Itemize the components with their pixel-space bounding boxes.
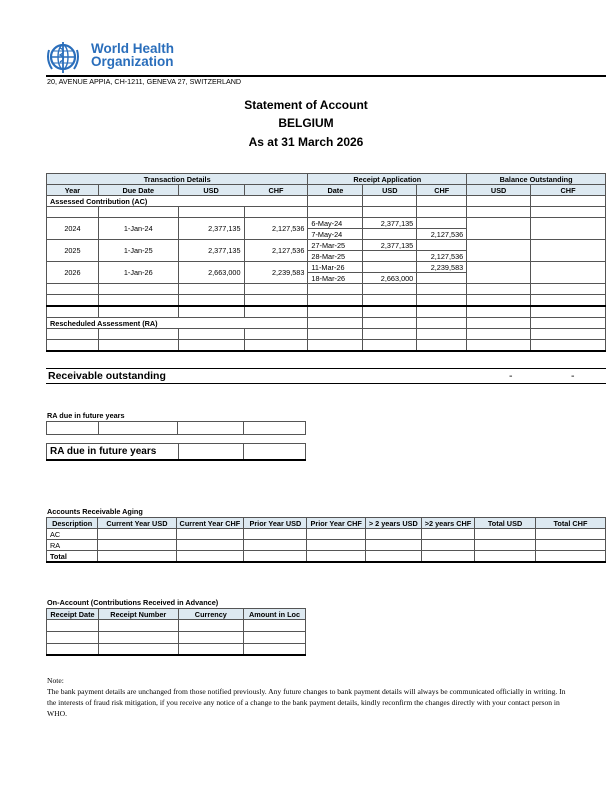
ra-future-small-label: RA due in future years xyxy=(47,411,125,420)
aging-col-prior-usd: Prior Year USD xyxy=(244,518,307,529)
receivable-outstanding-label: Receivable outstanding xyxy=(48,370,166,382)
row-chf: 2,127,536 xyxy=(244,240,308,262)
row-due-date: 1-Jan-25 xyxy=(98,240,178,262)
receivable-chf: - xyxy=(571,370,575,382)
receipt-date: 28-Mar-25 xyxy=(308,251,363,262)
col-year: Year xyxy=(47,185,99,196)
aging-col-2y-chf: >2 years CHF xyxy=(421,518,474,529)
receivable-outstanding-row xyxy=(46,368,606,384)
on-account-col-receipt-number: Receipt Number xyxy=(98,609,178,620)
table-row xyxy=(47,551,606,563)
col-due-date: Due Date xyxy=(98,185,178,196)
note-text: The bank payment details are unchanged from those notified previously. Any future changes to bank payment details will always be communicated officially in writing. In the interests of fraud risk mitigation, if you receive any notice of a change to the bank payment details, kindly reconfirm the changes directly with your contact person in WHO. xyxy=(47,687,566,718)
section-rescheduled-assessment: Rescheduled Assessment (RA) xyxy=(47,318,308,329)
col-receipt-usd: USD xyxy=(363,185,417,196)
note-label: Note: xyxy=(47,676,64,685)
statement-date: As at 31 March 2026 xyxy=(248,135,364,149)
aging-col-current-chf: Current Year CHF xyxy=(176,518,244,529)
aging-table xyxy=(46,517,606,563)
group-receipt-application: Receipt Application xyxy=(308,174,467,185)
aging-col-description: Description xyxy=(47,518,98,529)
on-account-col-receipt-date: Receipt Date xyxy=(47,609,99,620)
row-chf: 2,127,536 xyxy=(244,218,308,240)
receipt-chf: 2,127,536 xyxy=(417,251,467,262)
group-transaction-details: Transaction Details xyxy=(47,174,308,185)
group-balance-outstanding: Balance Outstanding xyxy=(467,174,606,185)
who-emblem-icon xyxy=(46,40,88,74)
aging-row-label: AC xyxy=(47,529,98,540)
org-name-line1: World Health xyxy=(91,41,175,56)
ra-future-big-label: RA due in future years xyxy=(47,444,179,461)
on-account-col-amount: Amount in Loc xyxy=(244,609,306,620)
receipt-chf xyxy=(417,240,467,251)
col-receipt-chf: CHF xyxy=(417,185,467,196)
receipt-chf xyxy=(417,218,467,229)
country-name: BELGIUM xyxy=(278,116,334,130)
receipt-chf: 2,239,583 xyxy=(417,262,467,273)
receipt-usd xyxy=(363,251,417,262)
statement-table xyxy=(46,173,606,352)
on-account-title: On-Account (Contributions Received in Advance) xyxy=(47,598,219,607)
aging-col-total-usd: Total USD xyxy=(475,518,536,529)
table-row xyxy=(47,540,606,551)
ra-future-table xyxy=(46,421,306,435)
org-name-line2: Organization xyxy=(91,54,174,69)
aging-col-2y-usd: > 2 years USD xyxy=(365,518,421,529)
on-account-table xyxy=(46,608,306,656)
receipt-date: 18-Mar-26 xyxy=(308,273,363,284)
row-due-date: 1-Jan-26 xyxy=(98,262,178,284)
org-name xyxy=(91,42,174,68)
receipt-chf: 2,127,536 xyxy=(417,229,467,240)
table-row xyxy=(47,240,606,251)
col-receipt-date: Date xyxy=(308,185,363,196)
row-due-date: 1-Jan-24 xyxy=(98,218,178,240)
col-chf: CHF xyxy=(244,185,308,196)
aging-col-total-chf: Total CHF xyxy=(535,518,605,529)
col-usd: USD xyxy=(178,185,244,196)
receipt-date: 6-May-24 xyxy=(308,218,363,229)
statement-title: Statement of Account xyxy=(244,98,368,112)
receipt-date: 11-Mar-26 xyxy=(308,262,363,273)
receipt-usd: 2,663,000 xyxy=(363,273,417,284)
aging-col-prior-chf: Prior Year CHF xyxy=(307,518,365,529)
receipt-usd: 2,377,135 xyxy=(363,240,417,251)
row-year: 2026 xyxy=(47,262,99,284)
row-year: 2025 xyxy=(47,240,99,262)
receipt-usd: 2,377,135 xyxy=(363,218,417,229)
ra-future-total-table xyxy=(46,443,306,461)
receipt-date: 27-Mar-25 xyxy=(308,240,363,251)
row-chf: 2,239,583 xyxy=(244,262,308,284)
on-account-col-currency: Currency xyxy=(178,609,243,620)
aging-row-label: RA xyxy=(47,540,98,551)
col-balance-usd: USD xyxy=(467,185,531,196)
table-row xyxy=(47,529,606,540)
row-usd: 2,377,135 xyxy=(178,218,244,240)
section-assessed-contribution: Assessed Contribution (AC) xyxy=(47,196,308,207)
aging-row-label: Total xyxy=(47,551,98,563)
table-row xyxy=(47,218,606,229)
table-row xyxy=(47,262,606,273)
aging-title: Accounts Receivable Aging xyxy=(47,507,143,516)
receipt-usd xyxy=(363,262,417,273)
receipt-usd xyxy=(363,229,417,240)
col-balance-chf: CHF xyxy=(531,185,606,196)
row-year: 2024 xyxy=(47,218,99,240)
row-usd: 2,663,000 xyxy=(178,262,244,284)
row-usd: 2,377,135 xyxy=(178,240,244,262)
receivable-usd: - xyxy=(509,370,513,382)
receipt-chf xyxy=(417,273,467,284)
address: 20, AVENUE APPIA, CH-1211, GENEVA 27, SWITZERLAND xyxy=(47,77,242,86)
receipt-date: 7-May-24 xyxy=(308,229,363,240)
aging-col-current-usd: Current Year USD xyxy=(98,518,176,529)
